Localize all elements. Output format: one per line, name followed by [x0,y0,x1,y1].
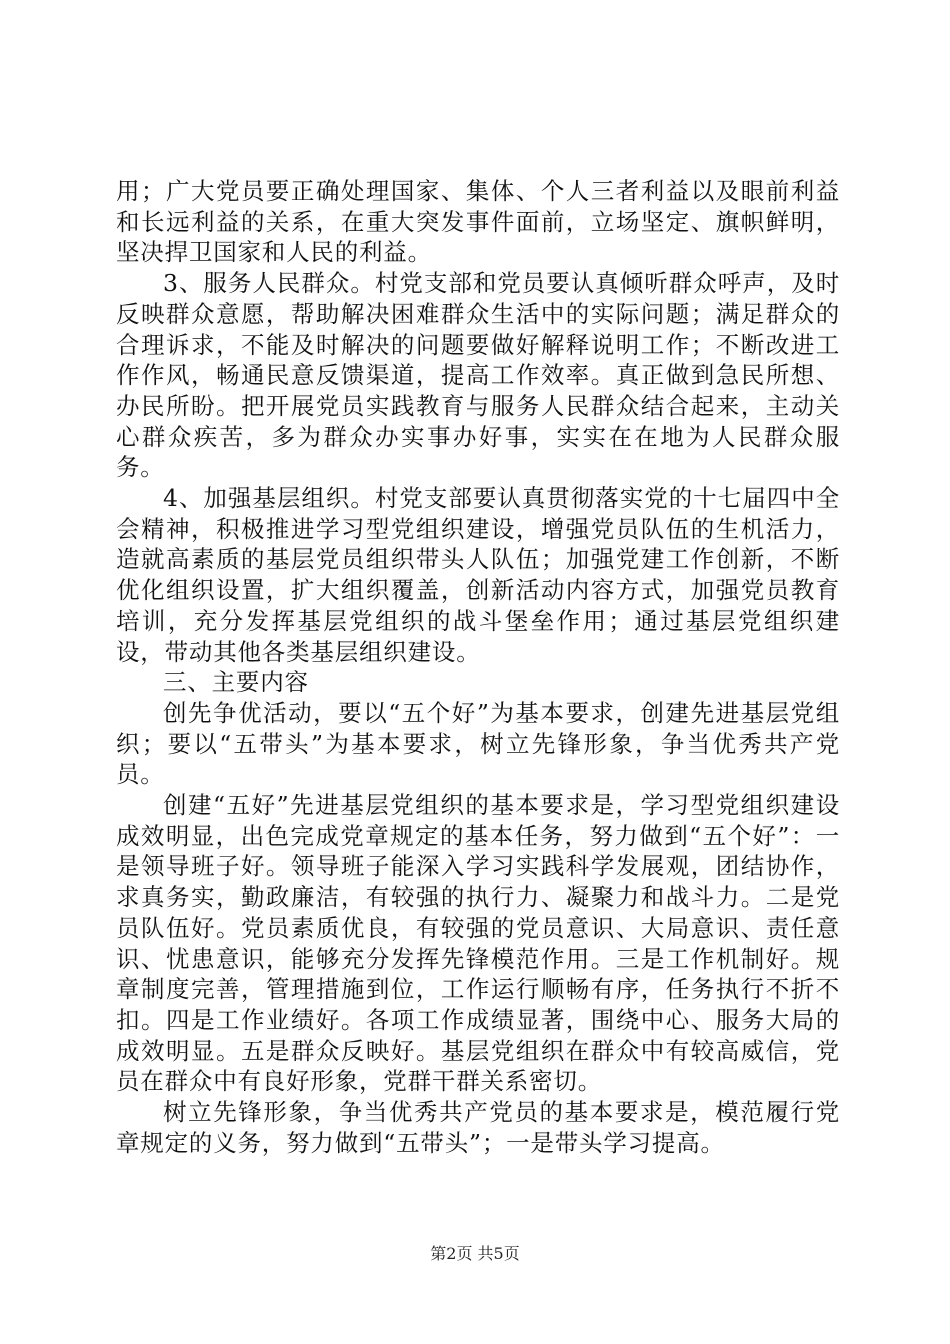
paragraph-five-goods: 创建“五好”先进基层党组织的基本要求是，学习型党组织建设成效明显，出色完成党章规定的基本任务，努力做到“五个好”：一是领导班子好。领导班子能深入学习实践科学发展观，团结协作，求真务实，勤政廉洁，有较强的执行力、凝聚力和战斗力。二是党员队伍好。党员素质优良，有较强的党员意识、大局意识、责任意识、忧患意识，能够充分发挥先锋模范作用。三是工作机制好。规章制度完善，管理措施到位，工作运行顺畅有序，任务执行不折不扣。四是工作业绩好。各项工作成绩显著，围绕中心、服务大局的成效明显。五是群众反映好。基层党组织在群众中有较高威信，党员在群众中有良好形象，党群干群关系密切。 [116,791,840,1096]
page-footer: 第2页 共5页 [430,1244,520,1263]
paragraph-grassroots-organization: 4、加强基层组织。村党支部要认真贯彻落实党的十七届四中全会精神，积极推进学习型党组织建设，增强党员队伍的生机活力，造就高素质的基层党员组织带头人队伍；加强党建工作创新，不断优化组织设置，扩大组织覆盖，创新活动内容方式，加强党员教育培训，充分发挥基层党组织的战斗堡垒作用；通过基层党组织建设，带动其他各类基层组织建设。 [116,484,840,666]
paragraph-pioneer-image: 树立先锋形象，争当优秀共产党员的基本要求是，模范履行党章规定的义务，努力做到“五带头”；一是带头学习提高。 [116,1098,840,1157]
document-body [116,176,840,1159]
paragraph-activity-requirements: 创先争优活动，要以“五个好”为基本要求，创建先进基层党组织；要以“五带头”为基本要求，树立先锋形象，争当优秀共产党员。 [116,698,840,789]
paragraph-serve-people: 3、服务人民群众。村党支部和党员要认真倾听群众呼声，及时反映群众意愿，帮助解决困难群众生活中的实际问题；满足群众的合理诉求，不能及时解决的问题要做好解释说明工作；不断改进工作作风，畅通民意反馈渠道，提高工作效率。真正做到急民所想、办民所盼。把开展党员实践教育与服务人民群众结合起来，主动关心群众疾苦，多为群众办实事办好事，实实在在地为人民群众服务。 [116,269,840,482]
section-heading-main-content: 三、主要内容 [163,668,309,697]
paragraph-continuation: 用；广大党员要正确处理国家、集体、个人三者利益以及眼前利益和长远利益的关系，在重大突发事件面前，立场坚定、旗帜鲜明，坚决捍卫国家和人民的利益。 [116,177,840,267]
